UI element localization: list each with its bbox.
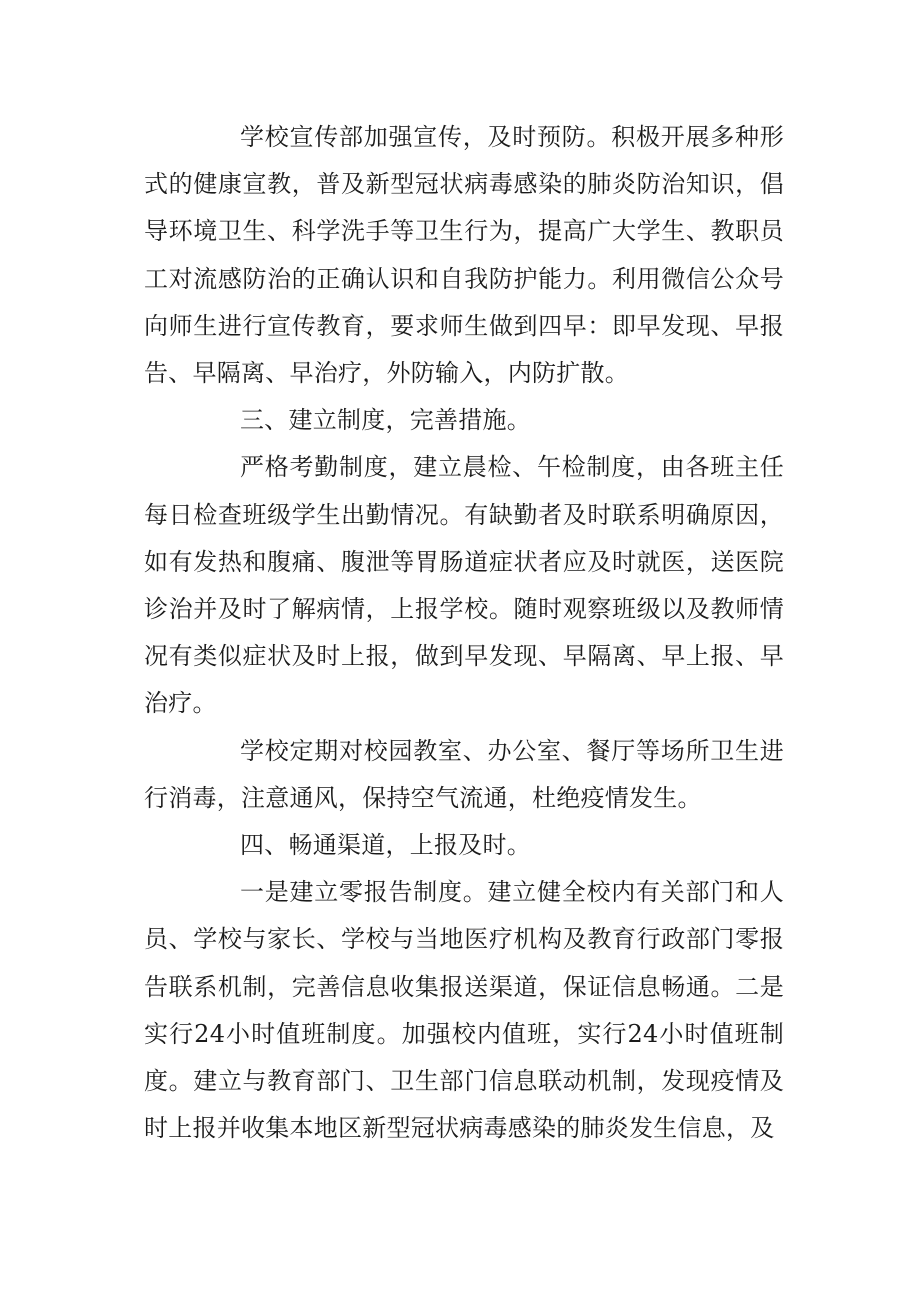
paragraph-attendance: 严格考勤制度，建立晨检、午检制度，由各班主任每日检查班级学生出勤情况。有缺勤者及时联系明确原因，如有发热和腹痛、腹泄等胃肠道症状者应及时就医，送医院诊治并及时了解病情，上报学校。随时观察班级以及教师情况有类似症状及时上报，做到早发现、早隔离、早上报、早治疗。	[144, 453, 784, 718]
paragraph-disinfection: 学校定期对校园教室、办公室、餐厅等场所卫生进行消毒，注意通风，保持空气流通，杜绝疫情发生。	[144, 736, 784, 812]
section-heading-4: 四、畅通渠道，上报及时。	[240, 831, 531, 860]
paragraph-reporting: 一是建立零报告制度。建立健全校内有关部门和人员、学校与家长、学校与当地医疗机构及教育行政部门零报告联系机制，完善信息收集报送渠道，保证信息畅通。二是实行24小时值班制度。加强校内值班，实行24小时值班制度。建立与教育部门、卫生部门信息联动机制，发现疫情及时上报并收集本地区新型冠状病毒感染的肺炎发生信息，及	[144, 878, 784, 1143]
document-body	[144, 114, 784, 1152]
section-heading-3: 三、建立制度，完善措施。	[240, 406, 531, 435]
paragraph-publicity: 学校宣传部加强宣传，及时预防。积极开展多种形式的健康宣教，普及新型冠状病毒感染的肺炎防治知识，倡导环境卫生、科学洗手等卫生行为，提高广大学生、教职员工对流感防治的正确认识和自我防护能力。利用微信公众号向师生进行宣传教育，要求师生做到四早：即早发现、早报告、早隔离、早治疗，外防输入，内防扩散。	[144, 123, 784, 388]
